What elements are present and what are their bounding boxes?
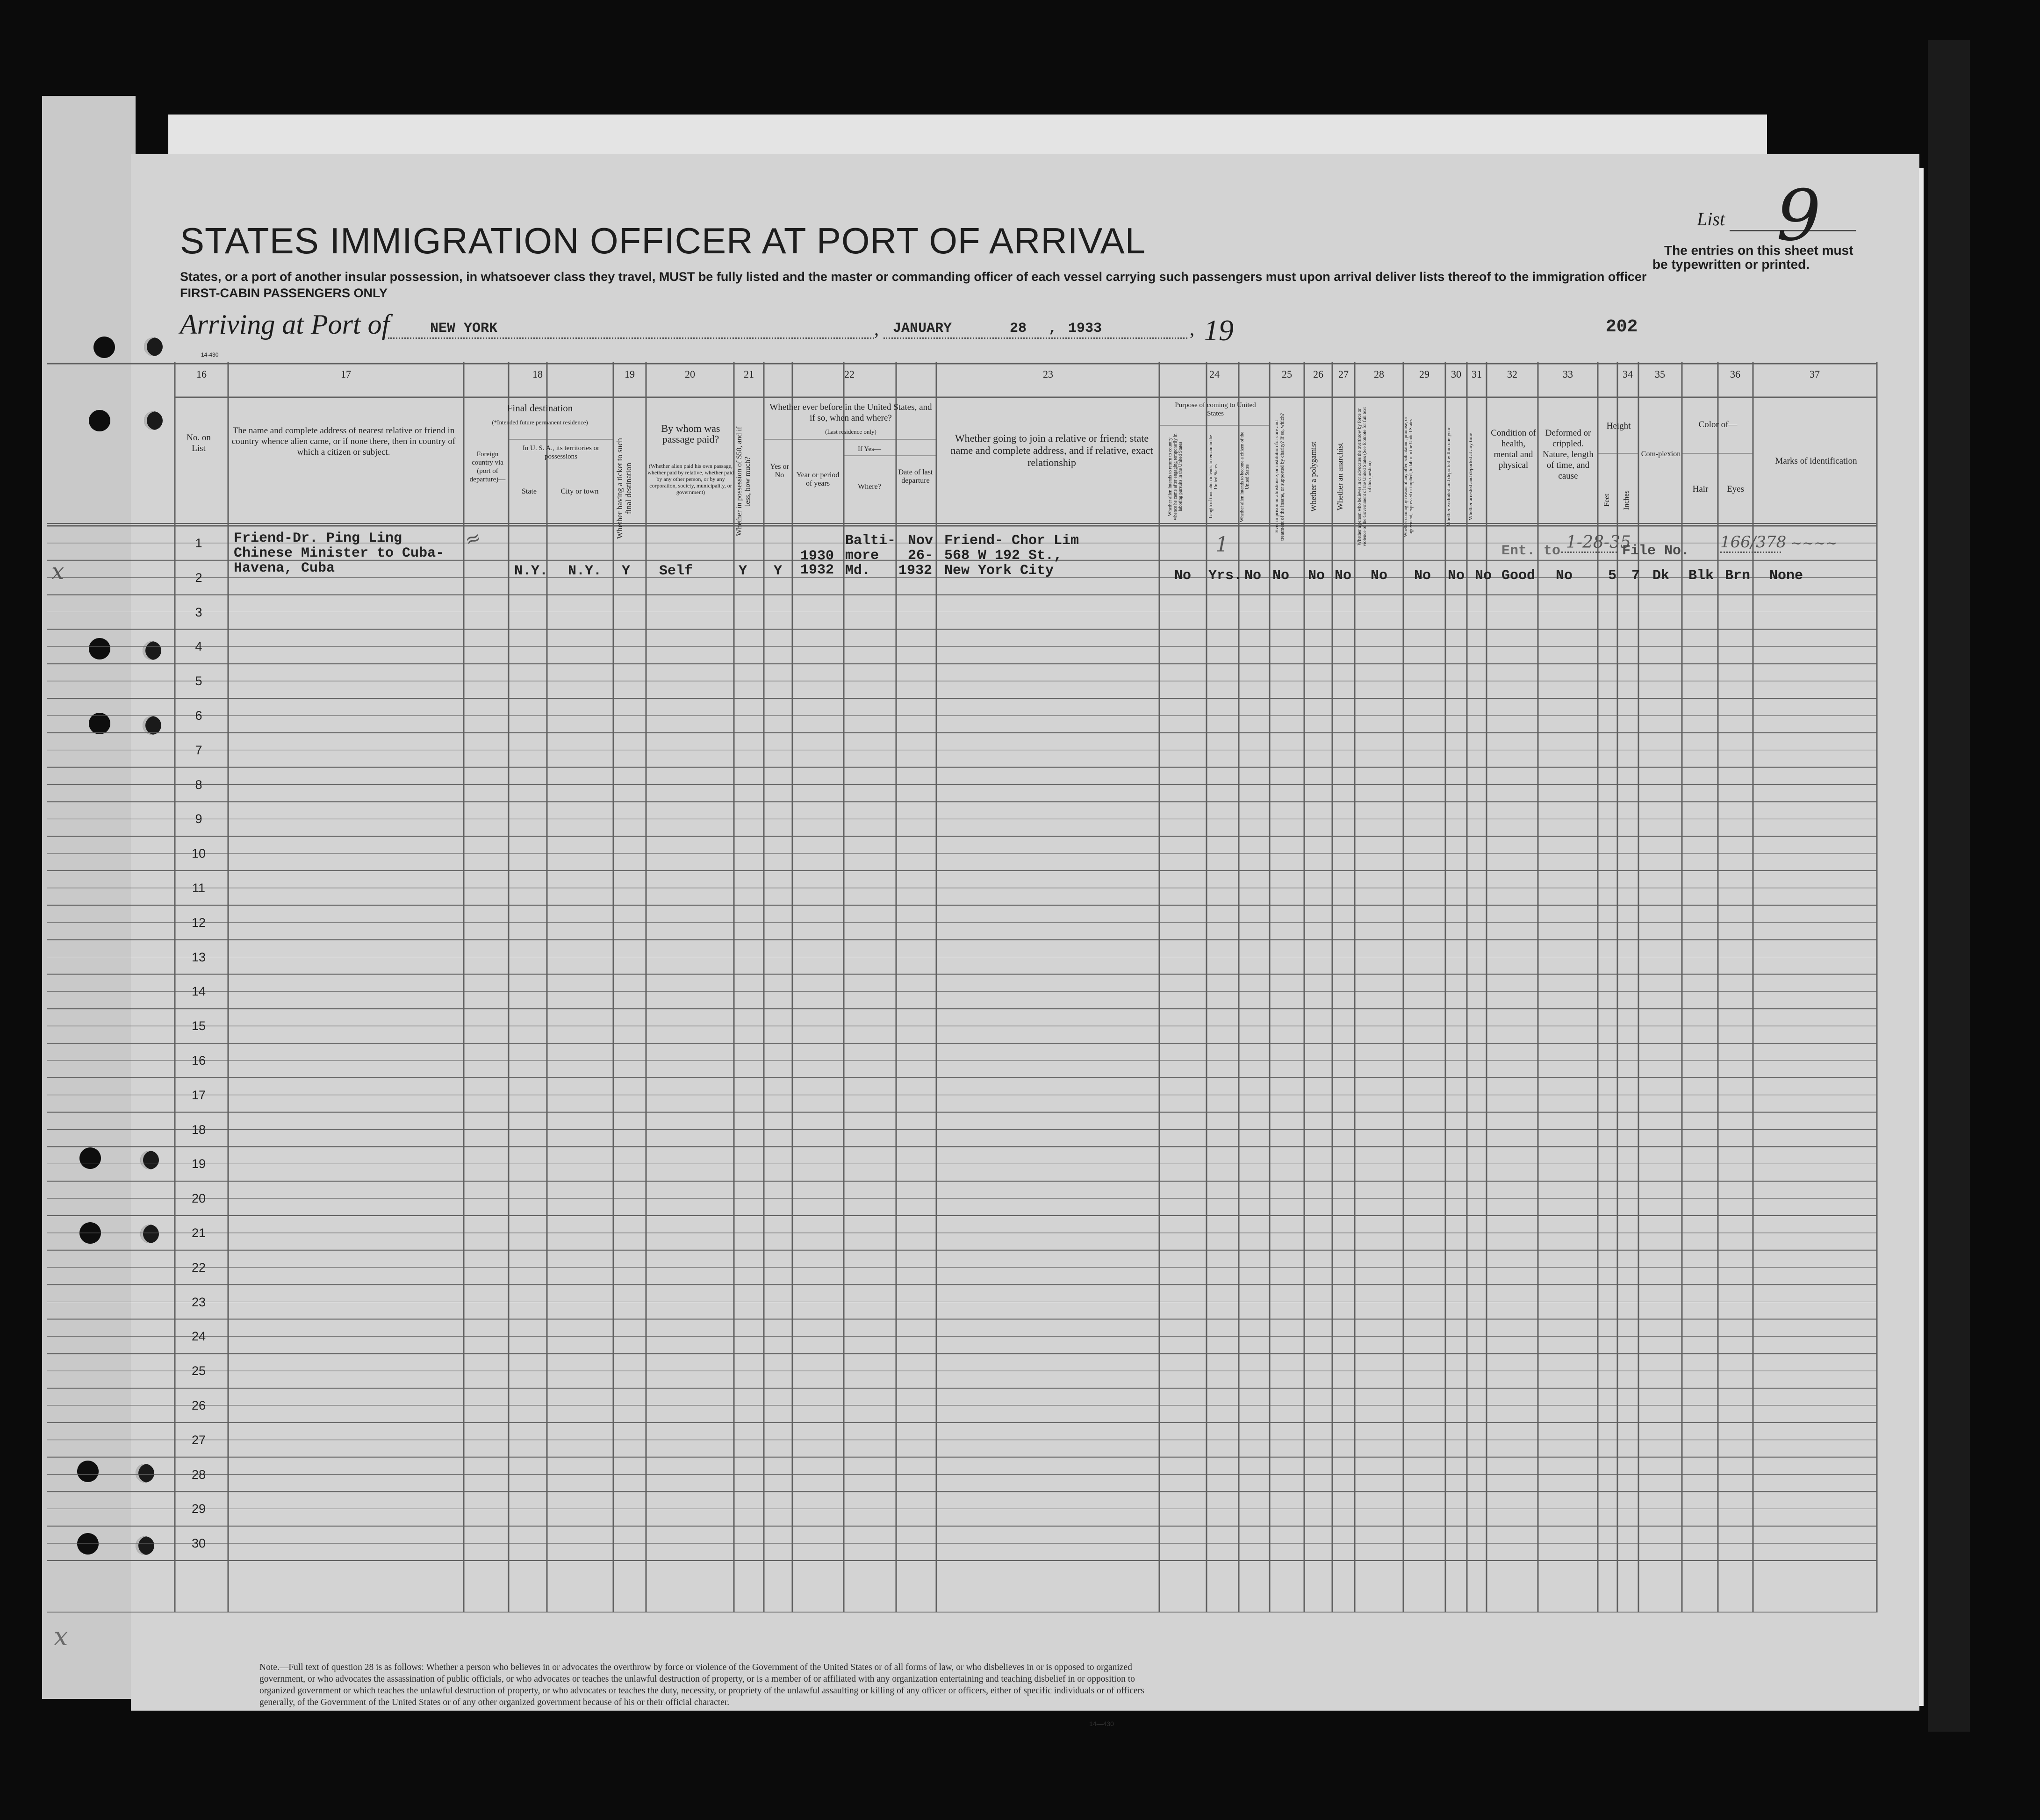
margin-mark: x xyxy=(54,1622,68,1651)
row-number: 6 xyxy=(195,709,202,723)
row-number: 4 xyxy=(195,639,202,654)
passenger-class-note: FIRST-CABIN PASSENGERS ONLY xyxy=(180,286,388,300)
entry-where: more xyxy=(845,548,879,564)
entry-polygamist: No xyxy=(1308,568,1325,584)
list-label: List xyxy=(1697,208,1725,229)
year-prefix: 19 xyxy=(1204,314,1234,347)
row-number: 13 xyxy=(191,950,206,964)
entry-passage-paid: Self xyxy=(659,563,693,579)
margin-mark: x xyxy=(51,559,65,585)
entry-before-in-us: Y xyxy=(774,563,783,579)
row-number: 21 xyxy=(191,1226,206,1240)
header-relative: The name and complete address of nearest relative or friend in country whence alien came, or if none there, then in country of which a citizen or subject. xyxy=(231,426,456,457)
entry-overthrow: No xyxy=(1371,568,1388,584)
arrival-port: NEW YORK xyxy=(430,321,498,337)
entry-purpose-return: No xyxy=(1174,568,1192,584)
entry-where: Md. xyxy=(845,563,871,579)
column-number: 35 xyxy=(1655,368,1665,380)
entry-hair: Blk xyxy=(1688,568,1714,584)
column-number: 22 xyxy=(844,368,855,380)
column-number: 37 xyxy=(1810,368,1820,380)
column-number: 21 xyxy=(744,368,754,380)
header-anarchist: Whether an anarchist xyxy=(1336,443,1344,511)
row-number: 2 xyxy=(195,570,202,585)
row-number: 24 xyxy=(191,1329,206,1344)
row-number: 3 xyxy=(195,605,202,619)
row-number: 1 xyxy=(195,536,202,550)
entry-prison: No xyxy=(1272,568,1290,584)
column-number: 27 xyxy=(1338,368,1349,380)
header-feet: Feet xyxy=(1603,494,1611,507)
column-number: 31 xyxy=(1472,368,1482,380)
binding-hole xyxy=(93,337,115,358)
header-arrested: Whether arrested and deported at any time xyxy=(1468,433,1473,521)
header-excluded: Whether excluded and deported within one year xyxy=(1446,427,1451,526)
header-yes-no: Yes or No xyxy=(770,463,789,479)
entry-condition: Good xyxy=(1501,568,1536,584)
header-passage-note: (Whether alien paid his own passage, whether paid by relative, whether paid by any other person, or by any corporation, society, municipality, or government) xyxy=(647,463,734,495)
entry-year: 1932 xyxy=(800,562,834,578)
entry-excluded: No xyxy=(1448,568,1465,584)
header-if-yes: If Yes— xyxy=(857,445,881,453)
arrival-year: 1933 xyxy=(1068,321,1102,337)
row-number: 18 xyxy=(191,1122,206,1137)
row-number: 30 xyxy=(191,1536,206,1551)
column-number: 24 xyxy=(1209,368,1220,380)
column-number: 18 xyxy=(532,368,543,380)
entry-date-line xyxy=(1561,552,1617,553)
column-number: 19 xyxy=(625,368,635,380)
column-number: 34 xyxy=(1623,368,1633,380)
row-number: 19 xyxy=(191,1157,206,1171)
header-passage-paid: By whom was passage paid? xyxy=(661,423,720,445)
header-ticket: Whether having a ticket to such final destination xyxy=(615,438,633,539)
row-number: 20 xyxy=(191,1191,206,1206)
entry-eyes: Brn xyxy=(1725,568,1751,584)
header-purpose: Purpose of coming to United States xyxy=(1175,401,1256,417)
arrival-day: 28 xyxy=(1010,321,1027,337)
row-number: 9 xyxy=(195,812,202,826)
form-title: STATES IMMIGRATION OFFICER AT PORT OF ARRIVAL xyxy=(180,220,1146,261)
row-number: 8 xyxy=(195,777,202,792)
header-condition: Condition of health, mental and physical xyxy=(1491,428,1536,470)
row-number: 26 xyxy=(191,1398,206,1412)
header-no-on-list: No. on List xyxy=(187,433,211,453)
footnote: Note.—Full text of question 28 is as follows: Whether a person who believes in or advocates the overthrow by force or violence of the Government of the United States or of all forms of law, or who disbelieves in or is opposed to organized government, or who advocates the assassination of public officials, or who advocates or teaches the unlawful destruction of property, or is a member of or affiliated with any organization entertaining and teaching disbelief in or opposition to organized government or which teaches the unlawful destruction of property, or who advocates or teaches the duty, necessity, or propriety of the unlawful assaulting or killing of any officer or officers, either of specific individuals or of officers generally, of the Government of the United States or of any other organized government because of his or their official character. xyxy=(259,1662,1144,1707)
entry-deformed: No xyxy=(1556,568,1573,584)
binding-hole xyxy=(144,337,163,356)
port-dotted-line xyxy=(388,337,874,339)
column-number: 25 xyxy=(1282,368,1292,380)
entry-relative-line: Havena, Cuba xyxy=(234,560,335,576)
header-year-period: Year or period of years xyxy=(796,471,840,487)
header-final-destination: Final destination xyxy=(507,402,573,414)
entry-purpose-citizen: No xyxy=(1244,568,1262,584)
row-number: 7 xyxy=(195,743,202,757)
entry-city: N.Y. xyxy=(568,563,602,579)
row-number: 22 xyxy=(191,1260,206,1275)
arrival-month: JANUARY xyxy=(893,321,952,337)
header-marks: Marks of identification xyxy=(1775,456,1857,466)
entry-joining: New York City xyxy=(944,563,1054,579)
row-number: 29 xyxy=(191,1502,206,1516)
entry-joining: 568 W 192 St., xyxy=(944,548,1063,564)
file-no-line xyxy=(1720,552,1781,553)
form-number-bottom: 14—430 xyxy=(1089,1720,1114,1727)
typewritten-note: The entries on this sheet must xyxy=(1664,243,1853,258)
annotation-file-label: File No. xyxy=(1622,543,1690,559)
entry-purpose-length: Yrs. xyxy=(1208,568,1243,584)
row-number: 10 xyxy=(191,846,206,861)
entry-departure: 26- xyxy=(908,548,934,564)
entry-complexion: Dk xyxy=(1652,568,1670,584)
annotation-entry-label: Ent. to xyxy=(1501,543,1561,559)
header-last-residence: (Last residence only) xyxy=(825,428,876,435)
header-date-departure: Date of last departure xyxy=(898,468,933,485)
column-number: 26 xyxy=(1313,368,1323,380)
entry-feet: 5 xyxy=(1608,568,1617,584)
typewritten-note: be typewritten or printed. xyxy=(1652,257,1810,272)
dark-border xyxy=(1928,40,1970,1732)
header-purpose-citizen: Whether alien intends to become a citizen of the United States xyxy=(1240,431,1250,522)
entry-inches: 7 xyxy=(1631,568,1640,584)
row-number: 25 xyxy=(191,1364,206,1378)
row-number: 15 xyxy=(191,1019,206,1033)
entry-arrested: No xyxy=(1475,568,1492,584)
column-number: 29 xyxy=(1419,368,1429,380)
header-deformed: Deformed or crippled. Nature, length of time, and cause xyxy=(1543,428,1594,481)
arrival-port-label: Arriving at Port of xyxy=(180,309,390,340)
row-number: 11 xyxy=(192,881,206,895)
column-number: 28 xyxy=(1374,368,1384,380)
entry-departure: 1932 xyxy=(898,563,933,579)
header-where: Where? xyxy=(858,483,881,491)
entry-relative-line: Chinese Minister to Cuba- xyxy=(234,545,445,561)
form-number-top: 14-430 xyxy=(201,351,219,358)
header-final-destination-note: (*Intended future permanent residence) xyxy=(492,419,588,426)
column-number: 17 xyxy=(341,368,351,380)
header-labor-offer: Whether coming by reason of any offer, solicitation, promise, or agreement, expressed or implied, to labor in the United States xyxy=(1403,416,1414,537)
column-number: 20 xyxy=(685,368,695,380)
header-overthrow: Whether a person who believes in or advocates the overthrow by force or violence of the Government of the United States (See footnote for full text of this question) xyxy=(1357,407,1372,546)
row-number: 28 xyxy=(191,1467,206,1482)
row-number: 23 xyxy=(191,1295,206,1309)
entry-where: Balti- xyxy=(845,533,896,549)
column-number: 32 xyxy=(1507,368,1517,380)
header-eyes: Eyes xyxy=(1727,484,1744,494)
handwritten-mark: 1 xyxy=(1215,533,1228,557)
instructions-line: States, or a port of another insular possession, in whatsoever class they travel, MUST be fully listed and the master or commanding officer of each vessel carrying such passengers must upon arrival deliver lists thereof to the immigration officer xyxy=(180,270,1647,284)
list-number: 9 xyxy=(1776,175,1821,257)
header-complexion: Com-plexion xyxy=(1641,450,1681,458)
row-number: 16 xyxy=(191,1053,206,1068)
row-number: 17 xyxy=(191,1088,206,1102)
header-in-usa: In U. S. A., its territories or possessions xyxy=(522,444,600,460)
row-number: 5 xyxy=(195,674,202,688)
row-number: 12 xyxy=(191,915,206,930)
header-join-relative: Whether going to join a relative or friend; state name and complete address, and if relative, exact relationship xyxy=(950,432,1153,468)
header-hair: Hair xyxy=(1692,484,1709,494)
column-number: 33 xyxy=(1563,368,1573,380)
header-before-in-us: Whether ever before in the United States, and if so, when and where? xyxy=(769,402,932,423)
header-prison: Ever in prison or almshouse, or institution for care and treatment of the insane, or supported by charity? If so, which? xyxy=(1274,413,1285,541)
column-number: 36 xyxy=(1730,368,1740,380)
header-purpose-length: Length of time alien intends to remain in the United States xyxy=(1208,435,1219,519)
entry-relative-line: Friend-Dr. Ping Ling xyxy=(234,530,402,546)
comma: , xyxy=(1049,321,1057,337)
entry-year: 1930 xyxy=(800,548,834,564)
comma: , xyxy=(1190,318,1194,339)
entry-has-50: Y xyxy=(739,563,747,579)
entry-anarchist: No xyxy=(1335,568,1352,584)
row-number: 14 xyxy=(191,984,206,999)
comma: , xyxy=(874,318,879,339)
entry-marks: None xyxy=(1769,568,1803,584)
header-color-of: Color of— xyxy=(1698,420,1738,430)
header-height: Height xyxy=(1606,421,1631,431)
sheet-number: 202 xyxy=(1606,317,1638,337)
entry-ticket: Y xyxy=(622,563,631,579)
row-number: 27 xyxy=(191,1433,206,1447)
column-number: 30 xyxy=(1451,368,1461,380)
column-number: 23 xyxy=(1043,368,1053,380)
handwritten-signature: ~~~~ xyxy=(1790,535,1838,552)
header-fifty-dollars: Whether in possession of $50, and if less, how much? xyxy=(735,426,752,537)
entry-state: N.Y. xyxy=(514,563,548,579)
header-purpose-return: Whether alien intends to return to country whence he came after engaging temporarily in laboring pursuits in the United States xyxy=(1168,433,1183,520)
header-inches: Inches xyxy=(1623,490,1631,510)
header-state: State xyxy=(522,487,537,495)
annotation-entry-date: 1-28-35 xyxy=(1566,533,1631,552)
date-dotted-line xyxy=(884,337,1187,339)
header-city: City or town xyxy=(560,487,599,495)
entry-departure: Nov xyxy=(908,533,934,549)
handwritten-mark: ≈ xyxy=(462,526,484,552)
header-foreign-country: Foreign country via (port of departure)— xyxy=(469,451,506,483)
entry-joining: Friend- Chor Lim xyxy=(944,533,1079,549)
entry-labor-offer: No xyxy=(1414,568,1431,584)
annotation-file-number: 166/378 xyxy=(1720,533,1787,552)
header-polygamist: Whether a polygamist xyxy=(1309,441,1318,512)
column-number: 16 xyxy=(196,368,207,380)
